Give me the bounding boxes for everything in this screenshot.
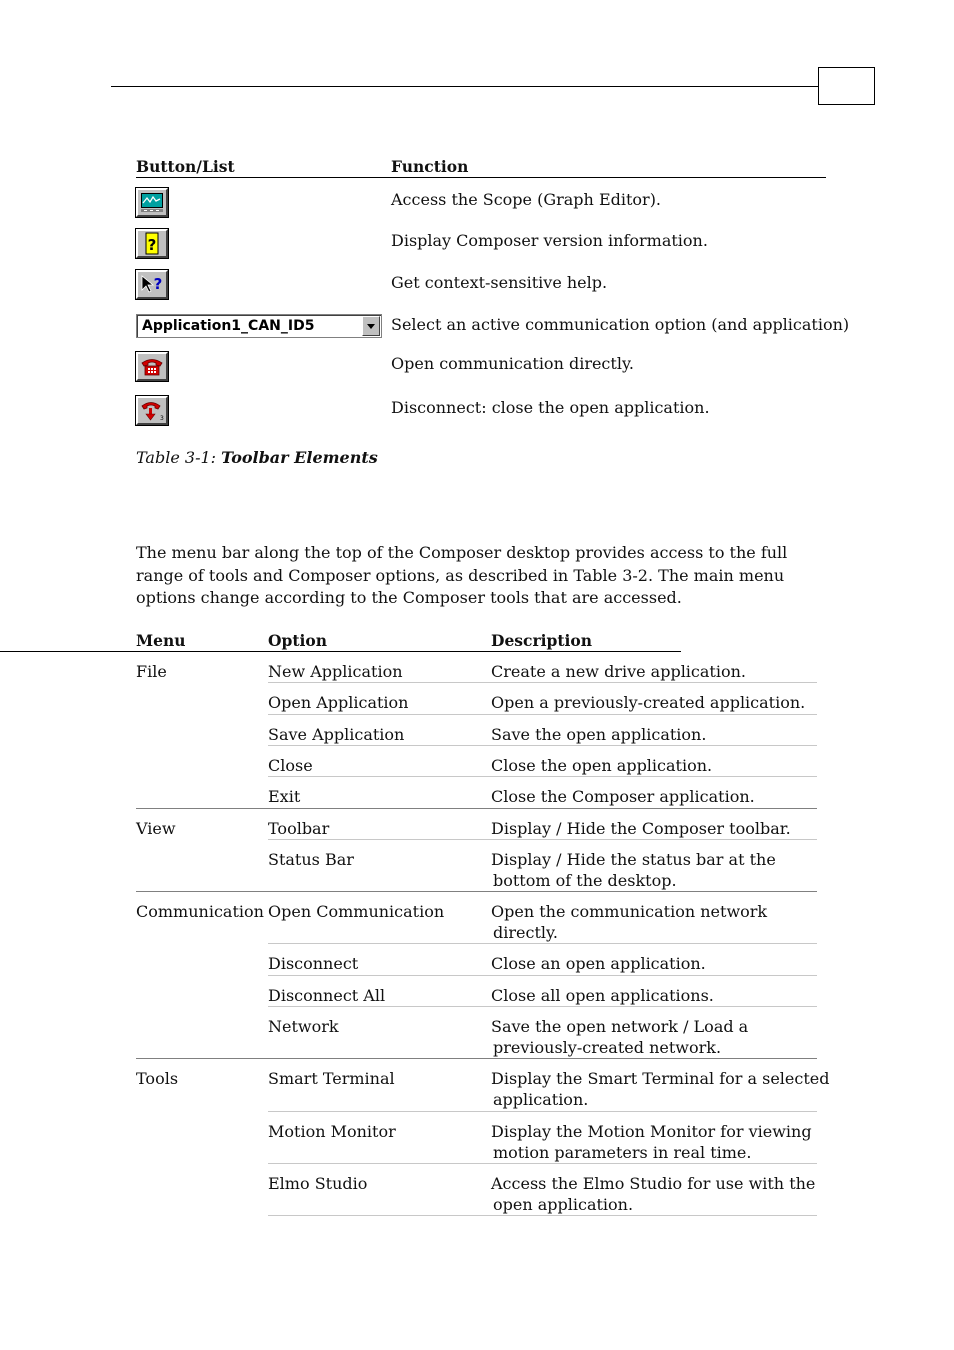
option-cell: New Application: [268, 662, 403, 681]
menu-cell: Tools: [136, 1069, 179, 1088]
desc-cell: Save the open network / Load a: [491, 1017, 749, 1036]
menu-cell: File: [136, 662, 167, 681]
desc-cell-line2: application.: [493, 1090, 589, 1109]
t1-header-rule: [136, 177, 826, 178]
option-cell: Open Application: [268, 693, 409, 712]
t1-header-function: Function: [391, 157, 469, 176]
t1-row: [136, 229, 826, 269]
t2-header-option: Option: [268, 631, 327, 650]
t1-function: Access the Scope (Graph Editor).: [391, 190, 662, 209]
option-cell: Toolbar: [268, 819, 330, 838]
phone-disconnect-icon[interactable]: [136, 396, 168, 425]
row-separator: [268, 682, 817, 683]
desc-cell-line2: open application.: [493, 1195, 634, 1214]
t1-row: [136, 352, 826, 392]
option-cell: Status Bar: [268, 850, 354, 869]
t1-function: Select an active communication option (and application): [391, 315, 850, 334]
desc-cell: Open the communication network: [491, 902, 768, 921]
chevron-down-icon[interactable]: [362, 316, 380, 336]
row-separator: [268, 1006, 817, 1007]
desc-cell: Save the open application.: [491, 725, 707, 744]
row-separator: [268, 1163, 817, 1164]
desc-cell: Create a new drive application.: [491, 662, 746, 681]
option-cell: Open Communication: [268, 902, 445, 921]
option-cell: Save Application: [268, 725, 405, 744]
desc-cell-line2: bottom of the desktop.: [493, 871, 677, 890]
desc-cell-line2: previously-created network.: [493, 1038, 722, 1057]
option-cell: Network: [268, 1017, 339, 1036]
option-cell: Exit: [268, 787, 301, 806]
desc-cell: Close an open application.: [491, 954, 706, 973]
menu-cell: View: [136, 819, 176, 838]
desc-cell: Close the open application.: [491, 756, 713, 775]
group-separator: [136, 1058, 817, 1059]
row-separator: [268, 714, 817, 715]
svg-text:?: ?: [147, 236, 157, 254]
page-number-box: [818, 67, 875, 105]
desc-cell: Access the Elmo Studio for use with the: [491, 1174, 816, 1193]
desc-cell: Display / Hide the status bar at the: [491, 850, 776, 869]
group-separator: [136, 891, 817, 892]
row-separator: [268, 776, 817, 777]
t1-function: Display Composer version information.: [391, 231, 708, 250]
t2-header-rule: [0, 651, 681, 652]
scope-icon[interactable]: [136, 188, 168, 217]
desc-cell: Display / Hide the Composer toolbar.: [491, 819, 791, 838]
desc-cell: Display the Smart Terminal for a selected: [491, 1069, 830, 1088]
menu-bar-paragraph: The menu bar along the top of the Composer desktop provides access to the full range of tools and Composer options, as described in Table 3-2. The main menu options change according to the Composer tools that are accessed.: [136, 543, 788, 607]
svg-text:3: 3: [160, 415, 164, 422]
t1-function: Get context-sensitive help.: [391, 273, 608, 292]
t1-header-button: Button/List: [136, 157, 235, 176]
option-cell: Smart Terminal: [268, 1069, 395, 1088]
group-separator: [136, 808, 817, 809]
desc-cell: Close all open applications.: [491, 986, 714, 1005]
row-separator: [268, 1111, 817, 1112]
t1-function: Disconnect: close the open application.: [391, 398, 710, 417]
table1-caption: [136, 448, 378, 467]
row-separator: [268, 745, 817, 746]
desc-cell: Display the Motion Monitor for viewing: [491, 1122, 812, 1141]
caption-title: Toolbar Elements: [221, 448, 378, 467]
row-separator: [268, 975, 817, 976]
t2-header-description: Description: [491, 631, 593, 650]
option-cell: Elmo Studio: [268, 1174, 368, 1193]
desc-cell: Open a previously-created application.: [491, 693, 806, 712]
context-help-icon[interactable]: [136, 270, 168, 299]
option-cell: Disconnect All: [268, 986, 386, 1005]
phone-connect-icon[interactable]: [136, 352, 168, 381]
header-rule: [111, 86, 818, 87]
desc-cell-line2: motion parameters in real time.: [493, 1143, 752, 1162]
row-separator: [268, 1215, 817, 1216]
t1-function: Open communication directly.: [391, 354, 634, 373]
option-cell: Motion Monitor: [268, 1122, 396, 1141]
svg-text:?: ?: [153, 275, 163, 293]
menu-cell: Communication: [136, 902, 264, 921]
t2-header-menu: Menu: [136, 631, 186, 650]
option-cell: Close: [268, 756, 313, 775]
option-cell: Disconnect: [268, 954, 359, 973]
t1-row: [136, 270, 826, 310]
t1-row: [136, 396, 826, 436]
caption-prefix: Table 3-1:: [136, 448, 222, 467]
desc-cell: Close the Composer application.: [491, 787, 755, 806]
t1-row: [136, 314, 850, 354]
about-icon[interactable]: [136, 229, 168, 258]
t1-row: [136, 188, 826, 228]
combo-value: Application1_CAN_ID5: [142, 318, 315, 334]
desc-cell-line2: directly.: [493, 923, 558, 942]
application-combo[interactable]: [136, 314, 382, 338]
row-separator: [268, 943, 817, 944]
row-separator: [268, 839, 817, 840]
